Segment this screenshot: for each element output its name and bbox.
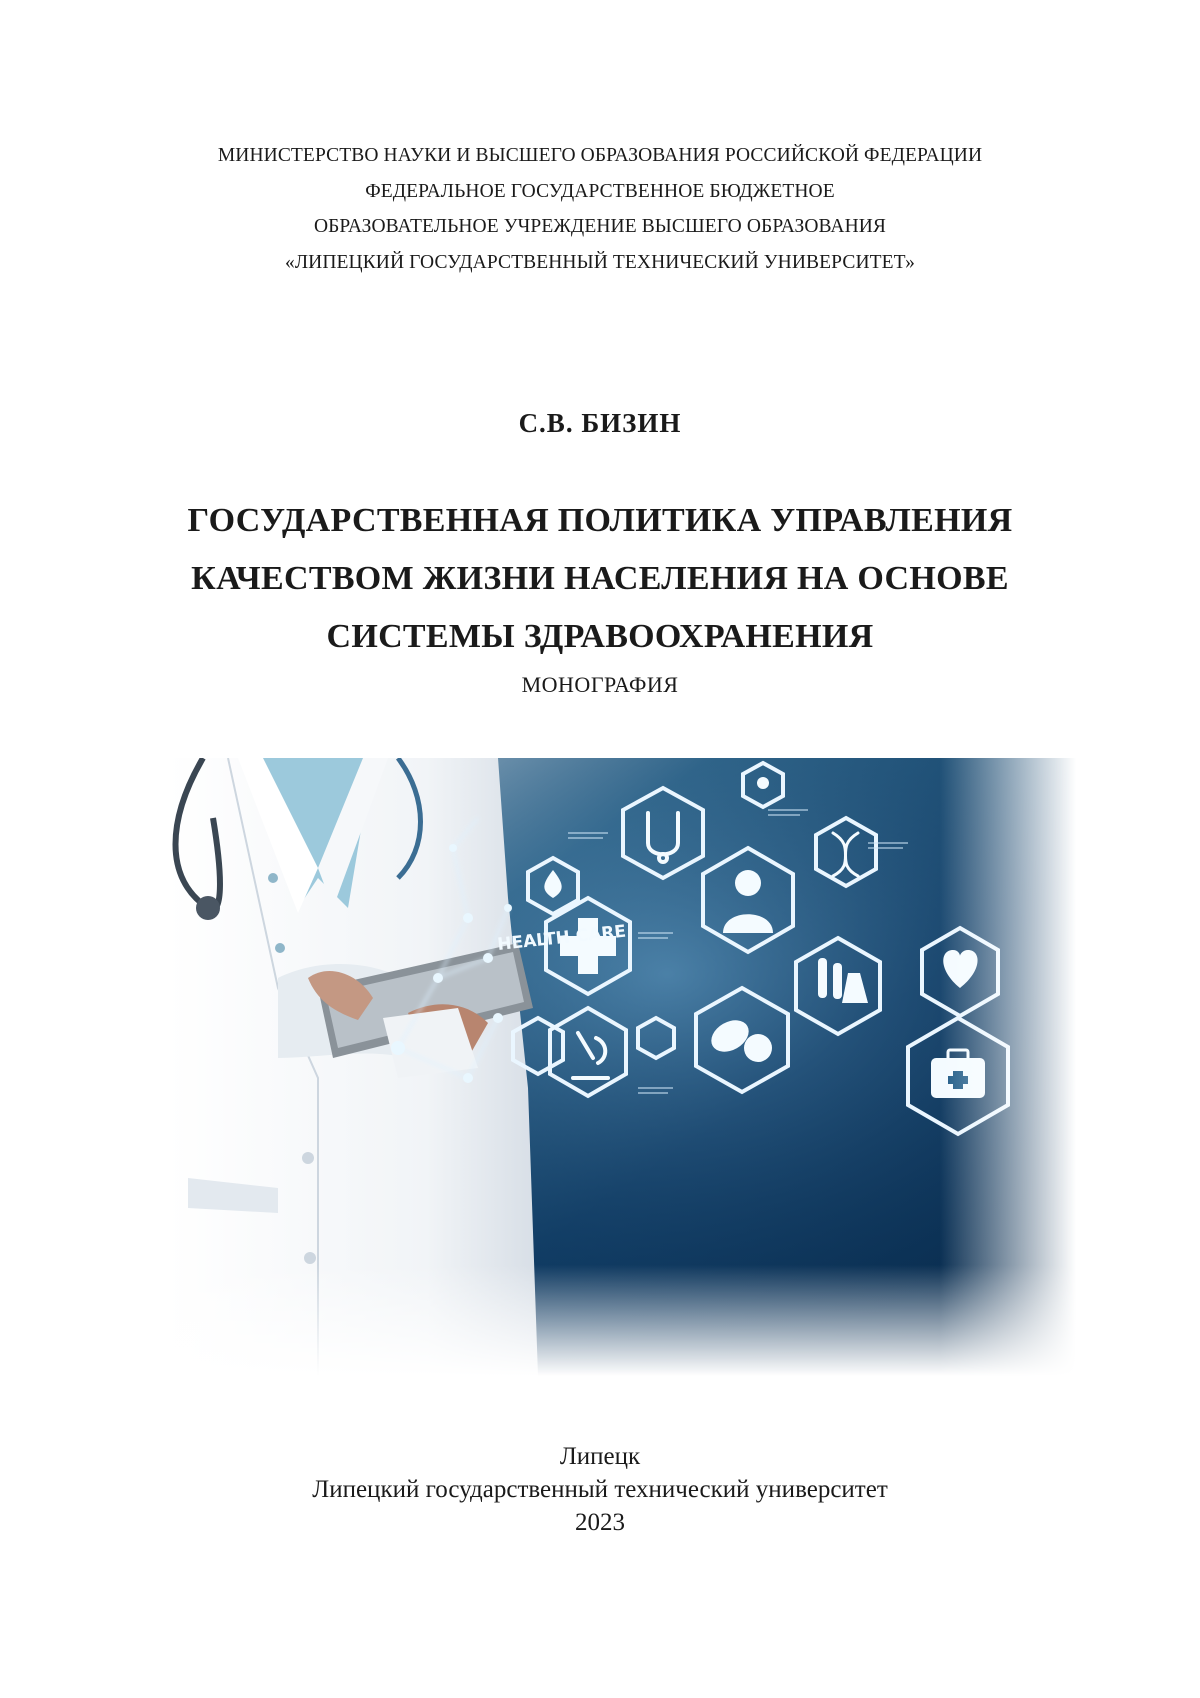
title-line: ГОСУДАРСТВЕННАЯ ПОЛИТИКА УПРАВЛЕНИЯ xyxy=(187,502,1013,539)
imprint-city: Липецк xyxy=(559,1443,641,1470)
imprint-year: 2023 xyxy=(575,1509,625,1536)
book-title xyxy=(0,492,1200,666)
ministry-line: «ЛИПЕЦКИЙ ГОСУДАРСТВЕННЫЙ ТЕХНИЧЕСКИЙ УНИВЕРСИТЕТ» xyxy=(284,251,916,273)
ministry-header xyxy=(0,138,1200,280)
title-line: КАЧЕСТВОМ ЖИЗНИ НАСЕЛЕНИЯ НА ОСНОВЕ xyxy=(191,560,1009,597)
author-name: С.В. БИЗИН xyxy=(518,408,682,438)
imprint xyxy=(0,1440,1200,1539)
imprint-publisher: Липецкий государственный технический университет xyxy=(312,1476,888,1503)
ministry-line: ОБРАЗОВАТЕЛЬНОЕ УЧРЕЖДЕНИЕ ВЫСШЕГО ОБРАЗОВАНИЯ xyxy=(313,216,887,237)
cover-illustration xyxy=(168,758,1076,1376)
ministry-line: ФЕДЕРАЛЬНОЕ ГОСУДАРСТВЕННОЕ БЮДЖЕТНОЕ xyxy=(365,180,835,202)
ministry-line: МИНИСТЕРСТВО НАУКИ И ВЫСШЕГО ОБРАЗОВАНИЯ РОССИЙСКОЙ ФЕДЕРАЦИИ xyxy=(217,145,983,166)
title-line: СИСТЕМЫ ЗДРАВООХРАНЕНИЯ xyxy=(326,618,874,655)
book-type: МОНОГРАФИЯ xyxy=(521,672,679,697)
